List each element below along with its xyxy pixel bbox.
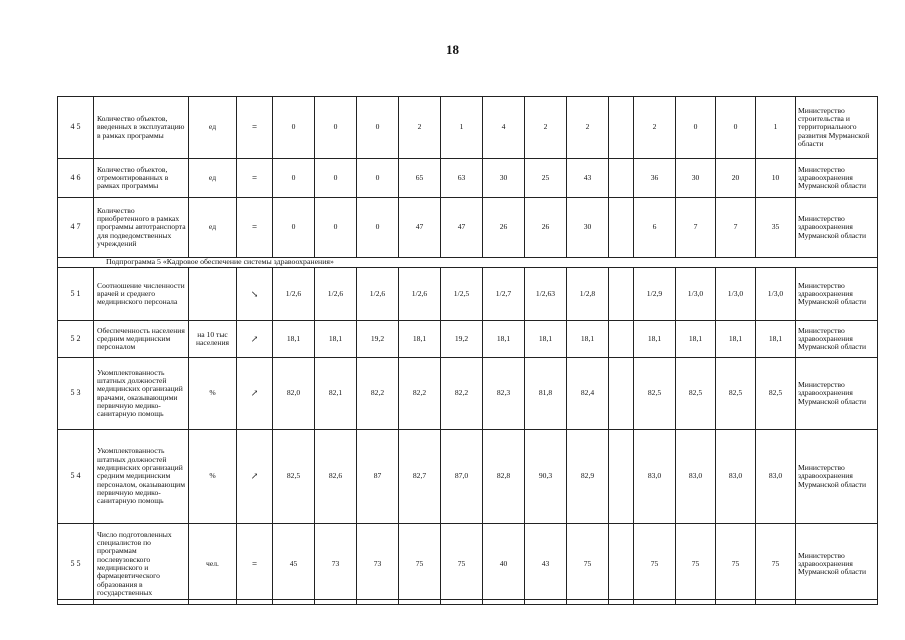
value-cell: 75 bbox=[716, 524, 756, 605]
value-cell: 87,0 bbox=[441, 430, 483, 524]
value-cell: 82,5 bbox=[676, 358, 716, 430]
subprogram-header: Подпрограмма 5 «Кадровое обеспечение системы здравоохранения» bbox=[58, 258, 878, 268]
responsible-cell: Министерство здравоохранения Мурманской области bbox=[796, 268, 878, 321]
value-cell: 18,1 bbox=[716, 321, 756, 358]
value-cell: 0 bbox=[315, 198, 357, 258]
value-cell: 1/3,0 bbox=[676, 268, 716, 321]
unit-cell: на 10 тыс населения bbox=[189, 321, 237, 358]
value-cell: 82,5 bbox=[756, 358, 796, 430]
value-cell: 43 bbox=[525, 524, 567, 605]
value-cell: 83,0 bbox=[634, 430, 676, 524]
table-row bbox=[58, 258, 878, 268]
trend-cell: ↗ bbox=[237, 358, 273, 430]
value-cell: 26 bbox=[525, 198, 567, 258]
unit-cell: чел. bbox=[189, 524, 237, 605]
indicator-name: Количество объектов, отремонтированных в рамках программы bbox=[94, 159, 189, 198]
value-cell bbox=[609, 358, 634, 430]
responsible-cell: Министерство здравоохранения Мурманской области bbox=[796, 358, 878, 430]
value-cell: 26 bbox=[483, 198, 525, 258]
row-number: 5 5 bbox=[58, 524, 94, 605]
value-cell: 1 bbox=[441, 97, 483, 159]
value-cell: 82,5 bbox=[273, 430, 315, 524]
indicator-name: Количество объектов, введенных в эксплуатацию в рамках программы bbox=[94, 97, 189, 159]
value-cell: 43 bbox=[567, 159, 609, 198]
value-cell bbox=[609, 268, 634, 321]
value-cell: 0 bbox=[676, 97, 716, 159]
value-cell: 83,0 bbox=[676, 430, 716, 524]
value-cell: 75 bbox=[399, 524, 441, 605]
table-row bbox=[58, 524, 878, 605]
trend-cell: ↘ bbox=[237, 268, 273, 321]
value-cell: 82,1 bbox=[315, 358, 357, 430]
value-cell: 82,4 bbox=[567, 358, 609, 430]
row-number: 5 2 bbox=[58, 321, 94, 358]
value-cell: 18,1 bbox=[483, 321, 525, 358]
value-cell: 82,7 bbox=[399, 430, 441, 524]
value-cell: 25 bbox=[525, 159, 567, 198]
value-cell: 0 bbox=[357, 198, 399, 258]
value-cell: 73 bbox=[357, 524, 399, 605]
value-cell: 18,1 bbox=[399, 321, 441, 358]
value-cell: 30 bbox=[567, 198, 609, 258]
responsible-cell: Министерство здравоохранения Мурманской области bbox=[796, 198, 878, 258]
value-cell: 1 bbox=[756, 97, 796, 159]
indicator-name: Укомплектованность штатных должностей медицинских организаций средним медицинским персоналом, оказывающим первичную медико-санитарную помощь bbox=[94, 430, 189, 524]
value-cell: 1/2,7 bbox=[483, 268, 525, 321]
value-cell: 75 bbox=[756, 524, 796, 605]
value-cell: 82,2 bbox=[357, 358, 399, 430]
unit-cell: ед bbox=[189, 159, 237, 198]
value-cell bbox=[609, 321, 634, 358]
unit-cell: % bbox=[189, 430, 237, 524]
responsible-cell: Министерство здравоохранения Мурманской области bbox=[796, 321, 878, 358]
value-cell: 75 bbox=[567, 524, 609, 605]
value-cell: 7 bbox=[716, 198, 756, 258]
value-cell: 75 bbox=[634, 524, 676, 605]
value-cell: 19,2 bbox=[357, 321, 399, 358]
table-row bbox=[58, 159, 878, 198]
value-cell: 10 bbox=[756, 159, 796, 198]
value-cell: 82,9 bbox=[567, 430, 609, 524]
indicator-name: Количество приобретенного в рамках программы автотранспорта для подведомственных учреждений bbox=[94, 198, 189, 258]
value-cell: 1/2,5 bbox=[441, 268, 483, 321]
value-cell: 18,1 bbox=[634, 321, 676, 358]
value-cell: 90,3 bbox=[525, 430, 567, 524]
unit-cell: ед bbox=[189, 97, 237, 159]
value-cell: 47 bbox=[441, 198, 483, 258]
trend-cell: ↗ bbox=[237, 321, 273, 358]
value-cell: 4 bbox=[483, 97, 525, 159]
value-cell: 0 bbox=[357, 97, 399, 159]
value-cell: 0 bbox=[273, 97, 315, 159]
value-cell: 82,0 bbox=[273, 358, 315, 430]
value-cell: 1/2,63 bbox=[525, 268, 567, 321]
unit-cell: ед bbox=[189, 198, 237, 258]
value-cell: 81,8 bbox=[525, 358, 567, 430]
row-number: 4 6 bbox=[58, 159, 94, 198]
table-row bbox=[58, 321, 878, 358]
value-cell: 2 bbox=[525, 97, 567, 159]
value-cell: 7 bbox=[676, 198, 716, 258]
value-cell: 82,2 bbox=[441, 358, 483, 430]
page-number: 18 bbox=[446, 42, 459, 57]
value-cell: 18,1 bbox=[676, 321, 716, 358]
row-number: 5 4 bbox=[58, 430, 94, 524]
value-cell: 19,2 bbox=[441, 321, 483, 358]
value-cell: 65 bbox=[399, 159, 441, 198]
value-cell: 18,1 bbox=[273, 321, 315, 358]
table-row bbox=[58, 198, 878, 258]
table-row bbox=[58, 268, 878, 321]
indicator-name: Соотношение численности врачей и среднего медицинского персонала bbox=[94, 268, 189, 321]
value-cell: 82,6 bbox=[315, 430, 357, 524]
value-cell: 1/2,6 bbox=[357, 268, 399, 321]
value-cell: 18,1 bbox=[567, 321, 609, 358]
value-cell: 40 bbox=[483, 524, 525, 605]
value-cell: 1/2,6 bbox=[399, 268, 441, 321]
value-cell: 0 bbox=[273, 159, 315, 198]
value-cell: 1/2,8 bbox=[567, 268, 609, 321]
value-cell: 1/2,6 bbox=[273, 268, 315, 321]
table-row bbox=[58, 97, 878, 159]
value-cell: 18,1 bbox=[315, 321, 357, 358]
row-number: 4 5 bbox=[58, 97, 94, 159]
value-cell: 0 bbox=[273, 198, 315, 258]
indicator-name: Число подготовленных специалистов по программам послевузовского медицинского и фармацевтического образования в государственных bbox=[94, 524, 189, 605]
row-number: 5 1 bbox=[58, 268, 94, 321]
value-cell: 18,1 bbox=[525, 321, 567, 358]
value-cell bbox=[609, 524, 634, 605]
unit-cell: % bbox=[189, 358, 237, 430]
value-cell: 73 bbox=[315, 524, 357, 605]
value-cell bbox=[609, 430, 634, 524]
table-bottom-edge bbox=[57, 599, 877, 600]
value-cell: 82,8 bbox=[483, 430, 525, 524]
value-cell: 82,5 bbox=[716, 358, 756, 430]
value-cell: 1/2,6 bbox=[315, 268, 357, 321]
value-cell: 6 bbox=[634, 198, 676, 258]
value-cell: 2 bbox=[567, 97, 609, 159]
value-cell: 30 bbox=[676, 159, 716, 198]
value-cell: 1/3,0 bbox=[756, 268, 796, 321]
value-cell: 30 bbox=[483, 159, 525, 198]
value-cell: 82,5 bbox=[634, 358, 676, 430]
value-cell: 1/2,9 bbox=[634, 268, 676, 321]
trend-cell: = bbox=[237, 159, 273, 198]
responsible-cell: Министерство строительства и территориального развития Мурманской области bbox=[796, 97, 878, 159]
value-cell: 0 bbox=[357, 159, 399, 198]
responsible-cell: Министерство здравоохранения Мурманской области bbox=[796, 159, 878, 198]
value-cell: 83,0 bbox=[756, 430, 796, 524]
value-cell bbox=[609, 97, 634, 159]
table-row bbox=[58, 358, 878, 430]
trend-cell: = bbox=[237, 524, 273, 605]
value-cell bbox=[609, 198, 634, 258]
value-cell: 83,0 bbox=[716, 430, 756, 524]
value-cell: 18,1 bbox=[756, 321, 796, 358]
value-cell: 0 bbox=[315, 159, 357, 198]
value-cell bbox=[609, 159, 634, 198]
value-cell: 2 bbox=[634, 97, 676, 159]
value-cell: 87 bbox=[357, 430, 399, 524]
row-number: 5 3 bbox=[58, 358, 94, 430]
value-cell: 0 bbox=[716, 97, 756, 159]
value-cell: 75 bbox=[441, 524, 483, 605]
value-cell: 0 bbox=[315, 97, 357, 159]
unit-cell bbox=[189, 268, 237, 321]
responsible-cell: Министерство здравоохранения Мурманской области bbox=[796, 430, 878, 524]
value-cell: 45 bbox=[273, 524, 315, 605]
responsible-cell: Министерство здравоохранения Мурманской области bbox=[796, 524, 878, 605]
trend-cell: ↗ bbox=[237, 430, 273, 524]
table-row bbox=[58, 430, 878, 524]
indicator-name: Укомплектованность штатных должностей медицинских организаций врачами, оказывающими первичную медико-санитарную помощь bbox=[94, 358, 189, 430]
value-cell: 63 bbox=[441, 159, 483, 198]
value-cell: 75 bbox=[676, 524, 716, 605]
value-cell: 20 bbox=[716, 159, 756, 198]
trend-cell: = bbox=[237, 198, 273, 258]
value-cell: 35 bbox=[756, 198, 796, 258]
value-cell: 36 bbox=[634, 159, 676, 198]
indicator-name: Обеспеченность населения средним медицинским персоналом bbox=[94, 321, 189, 358]
value-cell: 82,3 bbox=[483, 358, 525, 430]
indicator-table bbox=[57, 96, 878, 605]
value-cell: 2 bbox=[399, 97, 441, 159]
row-number: 4 7 bbox=[58, 198, 94, 258]
value-cell: 47 bbox=[399, 198, 441, 258]
trend-cell: = bbox=[237, 97, 273, 159]
value-cell: 1/3,0 bbox=[716, 268, 756, 321]
value-cell: 82,2 bbox=[399, 358, 441, 430]
